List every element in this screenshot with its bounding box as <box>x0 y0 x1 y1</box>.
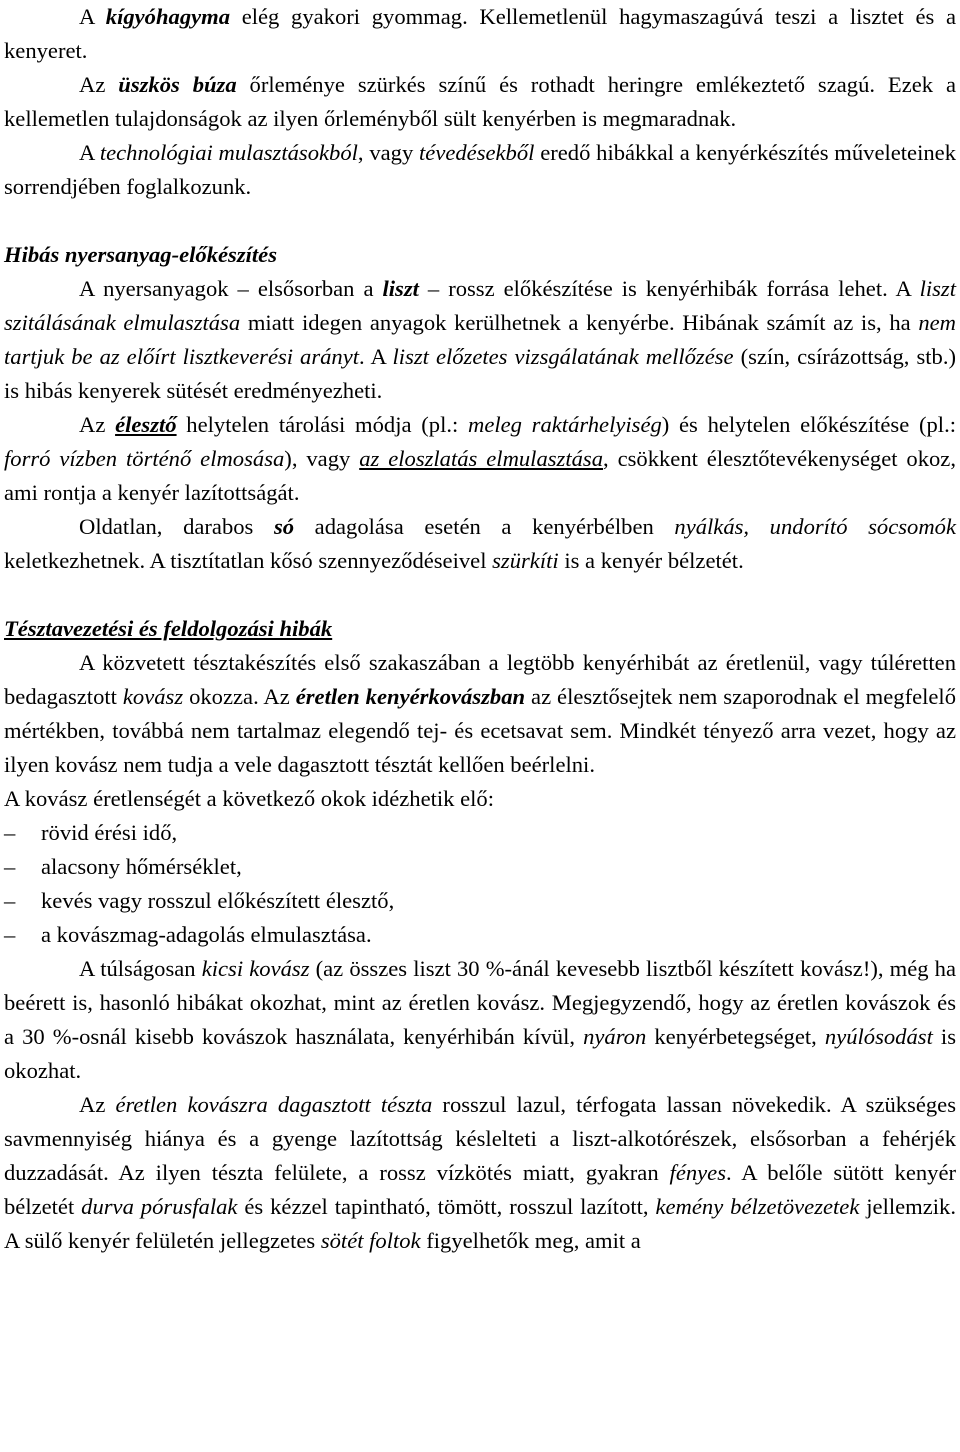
emphasis: sötét foltok <box>320 1228 421 1253</box>
text: kenyérbetegséget, <box>646 1024 825 1049</box>
paragraph-kigyohagyma <box>4 0 956 68</box>
text: jellemzik. A sülő kenyér felületén jellegzetes <box>4 1194 956 1253</box>
term-so: só <box>273 514 295 539</box>
emphasis: durva pórusfalak <box>81 1194 238 1219</box>
text: és kézzel tapintható, tömött, rosszul lazított, <box>237 1194 656 1219</box>
dash-bullet: – <box>4 888 16 913</box>
section-heading-hibas-nyersanyag: Hibás nyersanyag-előkészítés <box>4 242 277 267</box>
emphasis: éretlen kovászra dagasztott tészta <box>115 1092 433 1117</box>
paragraph-uszkos-buza <box>4 68 956 136</box>
term-eretlen-kenyerkovasz: éretlen kenyérkovászban <box>295 684 526 709</box>
text: Az <box>79 412 116 437</box>
text: adagolása esetén a kenyérbélben <box>294 514 675 539</box>
emphasis: technológiai mulasztásokból <box>99 140 358 165</box>
text: ), vagy <box>284 446 360 471</box>
text: keletkezhetnek. A tisztítatlan kősó szennyeződéseivel <box>4 548 493 573</box>
term-uszkos-buza: üszkös búza <box>118 72 237 97</box>
list-item-text: alacsony hőmérséklet, <box>41 854 242 879</box>
text: Az <box>79 72 119 97</box>
text: – rossz előkészítése is kenyérhibák forrása lehet. A <box>418 276 920 301</box>
text: (az összes liszt 30 %-ánál kevesebb lisztből készített kovász!), még ha beérett is, hasonló hibákat okozhat, mint az éretlen kovász. Megjegyzendő, hogy az éretlen kovászok és a 30 %-osnál kisebb kovászok használata, kenyérhibán kívül, <box>4 956 957 1049</box>
paragraph-technologiai <box>4 136 956 204</box>
text: Az <box>79 1092 116 1117</box>
emphasis-underlined: az eloszlatás elmulasztása <box>359 446 604 471</box>
emphasis: meleg raktárhelyiség <box>468 412 662 437</box>
paragraph-eretlen-kovaszra <box>4 1088 956 1258</box>
emphasis: kicsi kovász <box>201 956 310 981</box>
list-item-text: kevés vagy rosszul előkészített élesztő, <box>41 888 395 913</box>
text: helytelen tárolási módja (pl.: <box>176 412 468 437</box>
text: A túlságosan <box>79 956 202 981</box>
paragraph-so <box>4 510 956 578</box>
text: (szín, csírázottság, stb.) is hibás kenyerek sütését eredményezheti. <box>4 344 956 403</box>
emphasis: liszt előzetes vizsgálatának mellőzése <box>392 344 734 369</box>
paragraph-kicsi-kovasz <box>4 952 956 1088</box>
emphasis: fényes <box>669 1160 726 1185</box>
text: őrleménye szürkés színű és rothadt heringre emlékeztető szagú. Ezek a kellemetlen tulajdonságok az ilyen őrleményből sült kenyérben is megmaradnak. <box>4 72 956 131</box>
text: A nyersanyagok – elsősorban a <box>79 276 383 301</box>
text: A <box>79 140 100 165</box>
paragraph-kozvetett <box>4 646 956 782</box>
dash-bullet: – <box>4 820 16 845</box>
emphasis: nem tartjuk be az előírt lisztkeverési arányt <box>4 310 956 369</box>
causes-list <box>4 816 956 952</box>
list-item-text: a kovászmag-adagolás elmulasztása. <box>41 922 372 947</box>
text: . A <box>359 344 393 369</box>
text: okozza. Az <box>183 684 296 709</box>
dash-bullet: – <box>4 922 16 947</box>
term-liszt: liszt <box>382 276 419 301</box>
text: elég gyakori gyommag. Kellemetlenül hagymaszagúvá teszi a lisztet és a kenyeret. <box>4 4 957 63</box>
text: miatt idegen anyagok kerülhetnek a kenyérbe. Hibának számít az is, ha <box>240 310 919 335</box>
text: ) és helytelen előkészítése (pl.: <box>661 412 956 437</box>
emphasis: nyúlósodást <box>824 1024 933 1049</box>
emphasis: forró vízben történő elmosása <box>4 446 285 471</box>
spacer <box>4 578 956 612</box>
list-item-text: rövid érési idő, <box>41 820 178 845</box>
dash-bullet: – <box>4 854 16 879</box>
text: rosszul lazul, térfogata lassan növekedik. A szükséges savmennyiség hiánya és a gyenge lazítottság késlelteti a liszt-alkotórészek, elsősorban a fehérjék duzzadását. Az ilyen tészta felülete, a rossz vízkötés miatt, gyakran <box>4 1092 956 1185</box>
text: figyelhetők meg, amit a <box>420 1228 641 1253</box>
term-eleszto: élesztő <box>115 412 177 437</box>
paragraph-nyersanyagok <box>4 272 956 408</box>
emphasis: liszt szitálásának elmulasztása <box>4 276 956 335</box>
text: A közvetett tésztakészítés első szakaszában a legtöbb kenyérhibát az éretlenül, vagy túléretten bedagasztott <box>4 650 956 709</box>
text: is okozhat. <box>4 1024 956 1083</box>
section-heading-tesztavezetesi: Tésztavezetési és feldolgozási hibák <box>4 616 333 641</box>
emphasis: kemény bélzetövezetek <box>655 1194 860 1219</box>
text: , vagy <box>357 140 420 165</box>
list-item <box>4 850 956 884</box>
term-kigyohagyma: kígyóhagyma <box>105 4 231 29</box>
text: is a kenyér bélzetét. <box>558 548 744 573</box>
list-item <box>4 884 956 918</box>
text: az élesztősejtek nem szaporodnak el megfelelő mértékben, továbbá nem tartalmaz elegendő tej- és ecetsavat sem. Mindkét tényező arra vezet, hogy az ilyen kovász nem tudja a vele dagasztott tésztát kellően beérlelni. <box>4 684 957 777</box>
emphasis: nyálkás, undorító sócsomók <box>674 514 956 539</box>
text: A <box>79 4 106 29</box>
paragraph-eleszto <box>4 408 956 510</box>
text: Oldatlan, darabos <box>79 514 274 539</box>
emphasis: kovász <box>122 684 184 709</box>
list-item <box>4 816 956 850</box>
text: . A belőle sütött kenyér bélzetét <box>4 1160 956 1219</box>
list-item <box>4 918 956 952</box>
emphasis: tévedésekből <box>419 140 535 165</box>
paragraph-okok-intro: A kovász éretlenségét a következő okok idézhetik elő: <box>4 786 494 811</box>
text: eredő hibákkal a kenyérkészítés műveleteinek sorrendjében foglalkozunk. <box>4 140 956 199</box>
emphasis: szürkíti <box>492 548 559 573</box>
emphasis: nyáron <box>583 1024 647 1049</box>
spacer <box>4 204 956 238</box>
text: , csökkent élesztőtevékenységet okoz, ami rontja a kenyér lazítottságát. <box>4 446 956 505</box>
